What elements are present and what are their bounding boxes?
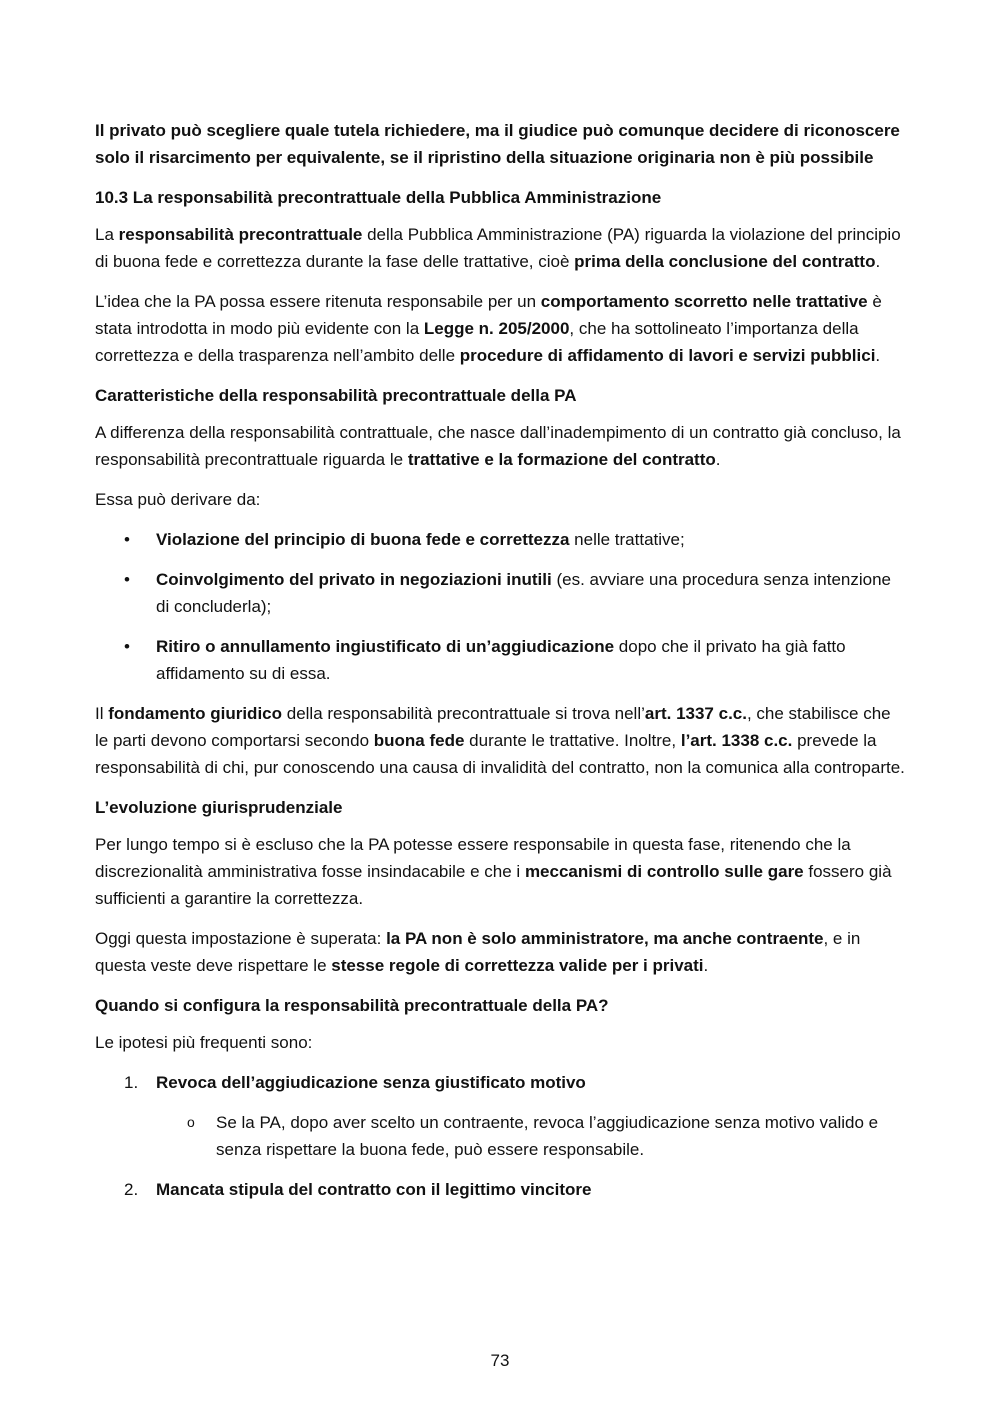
paragraph-fondamento bbox=[95, 700, 905, 781]
paragraph-essa: Essa può derivare da: bbox=[95, 490, 261, 509]
bold-span: trattative e la formazione del contratto bbox=[407, 450, 716, 469]
text-span: è stata introdotta in modo più evidente con la bbox=[95, 292, 882, 338]
section-heading-10-3: 10.3 La responsabilità precontrattuale della Pubblica Amministrazione bbox=[95, 188, 662, 207]
bullet-icon: • bbox=[124, 637, 130, 656]
text-span: . bbox=[875, 252, 881, 271]
paragraph-ipotesi: Le ipotesi più frequenti sono: bbox=[95, 1033, 313, 1052]
page-number: 73 bbox=[490, 1351, 510, 1370]
text-span: . bbox=[715, 450, 721, 469]
text-span: fossero già sufficienti a garantire la correttezza. bbox=[95, 862, 892, 908]
heading-quando: Quando si configura la responsabilità precontrattuale della PA? bbox=[95, 996, 609, 1015]
list-item bbox=[95, 526, 905, 553]
bold-span: Violazione del principio di buona fede e correttezza bbox=[156, 530, 570, 549]
bullet-icon: • bbox=[124, 530, 130, 549]
text-span: Per lungo tempo si è escluso che la PA potesse essere responsabile in questa fase, ritenendo che la discrezionalità amministrativa fosse insindacabile e che i bbox=[95, 835, 851, 881]
heading-caratteristiche: Caratteristiche della responsabilità precontrattuale della PA bbox=[95, 386, 577, 405]
list-item bbox=[95, 566, 905, 620]
list-item bbox=[95, 633, 905, 687]
bold-span: Revoca dell’aggiudicazione senza giustificato motivo bbox=[156, 1073, 586, 1092]
list-number: 2. bbox=[124, 1180, 139, 1199]
bold-span: l’art. 1338 c.c. bbox=[680, 731, 793, 750]
list-item bbox=[95, 1069, 905, 1163]
bold-span: prima della conclusione del contratto bbox=[574, 252, 876, 271]
paragraph-oggi bbox=[95, 925, 905, 979]
bold-span: Legge n. 205/2000 bbox=[423, 319, 570, 338]
text-span: , che stabilisce che le parti devono comportarsi secondo bbox=[95, 704, 891, 750]
text-span: , che ha sottolineato l’importanza della correttezza e della trasparenza nell’ambito delle bbox=[95, 319, 859, 365]
bold-span: responsabilità precontrattuale bbox=[118, 225, 363, 244]
text-span: L’idea che la PA possa essere ritenuta responsabile per un bbox=[95, 292, 541, 311]
text-span: prevede la responsabilità di chi, pur conoscendo una causa di invalidità del contratto, non la comunica alla controparte. bbox=[95, 731, 905, 777]
bold-span: fondamento giuridico bbox=[108, 704, 283, 723]
bullet-list bbox=[95, 526, 905, 687]
bold-span: Coinvolgimento del privato in negoziazioni inutili bbox=[156, 570, 552, 589]
bold-span: meccanismi di controllo sulle gare bbox=[524, 862, 804, 881]
circle-bullet-icon: o bbox=[187, 1114, 195, 1130]
bold-span: comportamento scorretto nelle trattative bbox=[540, 292, 868, 311]
bullet-icon: • bbox=[124, 570, 130, 589]
list-number: 1. bbox=[124, 1073, 139, 1092]
text-span: Se la PA, dopo aver scelto un contraente, revoca l’aggiudicazione senza motivo valido e senza rispettare la buona fede, può essere responsabile. bbox=[216, 1113, 879, 1159]
heading-evoluzione: L’evoluzione giurisprudenziale bbox=[95, 798, 343, 817]
sub-list bbox=[156, 1109, 905, 1163]
bold-span: Mancata stipula del contratto con il legittimo vincitore bbox=[156, 1180, 592, 1199]
document-page bbox=[95, 117, 905, 1216]
numbered-list bbox=[95, 1069, 905, 1203]
sub-list-item bbox=[156, 1109, 905, 1163]
text-span: A differenza della responsabilità contrattuale, che nasce dall’inadempimento di un contratto già concluso, la responsabilità precontrattuale riguarda le bbox=[95, 423, 901, 469]
text-span: . bbox=[703, 956, 709, 975]
paragraph-intro bbox=[95, 117, 905, 171]
text-span: Il bbox=[95, 704, 109, 723]
bold-span: art. 1337 c.c. bbox=[644, 704, 747, 723]
text-span: nelle trattative; bbox=[569, 530, 685, 549]
text-span: della responsabilità precontrattuale si trova nell’ bbox=[282, 704, 645, 723]
bold-span: la PA non è solo amministratore, ma anche contraente bbox=[386, 929, 824, 948]
text-span: (es. avviare una procedura senza intenzione di concluderla); bbox=[156, 570, 891, 616]
text-span: La bbox=[95, 225, 119, 244]
list-item bbox=[95, 1176, 905, 1203]
text-span: durante le trattative. Inoltre, bbox=[464, 731, 681, 750]
paragraph-idea bbox=[95, 288, 905, 369]
intro-bold-text: Il privato può scegliere quale tutela richiedere, ma il giudice può comunque decidere di riconoscere solo il risarcimento per equivalente, se il ripristino della situazione originaria non è più possibile bbox=[95, 121, 900, 167]
bold-span: stesse regole di correttezza valide per i privati bbox=[331, 956, 704, 975]
text-span: . bbox=[875, 346, 881, 365]
bold-span: Ritiro o annullamento ingiustificato di un’aggiudicazione bbox=[156, 637, 615, 656]
text-span: dopo che il privato ha già fatto affidamento su di essa. bbox=[156, 637, 846, 683]
bold-span: procedure di affidamento di lavori e servizi pubblici bbox=[459, 346, 876, 365]
paragraph-differenza bbox=[95, 419, 905, 473]
paragraph-lungo-tempo bbox=[95, 831, 905, 912]
text-span: della Pubblica Amministrazione (PA) riguarda la violazione del principio di buona fede e correttezza durante la fase delle trattative, cioè bbox=[95, 225, 901, 271]
bold-span: buona fede bbox=[373, 731, 465, 750]
text-span: , e in questa veste deve rispettare le bbox=[95, 929, 861, 975]
text-span: Oggi questa impostazione è superata: bbox=[95, 929, 387, 948]
paragraph-responsabilita bbox=[95, 221, 905, 275]
